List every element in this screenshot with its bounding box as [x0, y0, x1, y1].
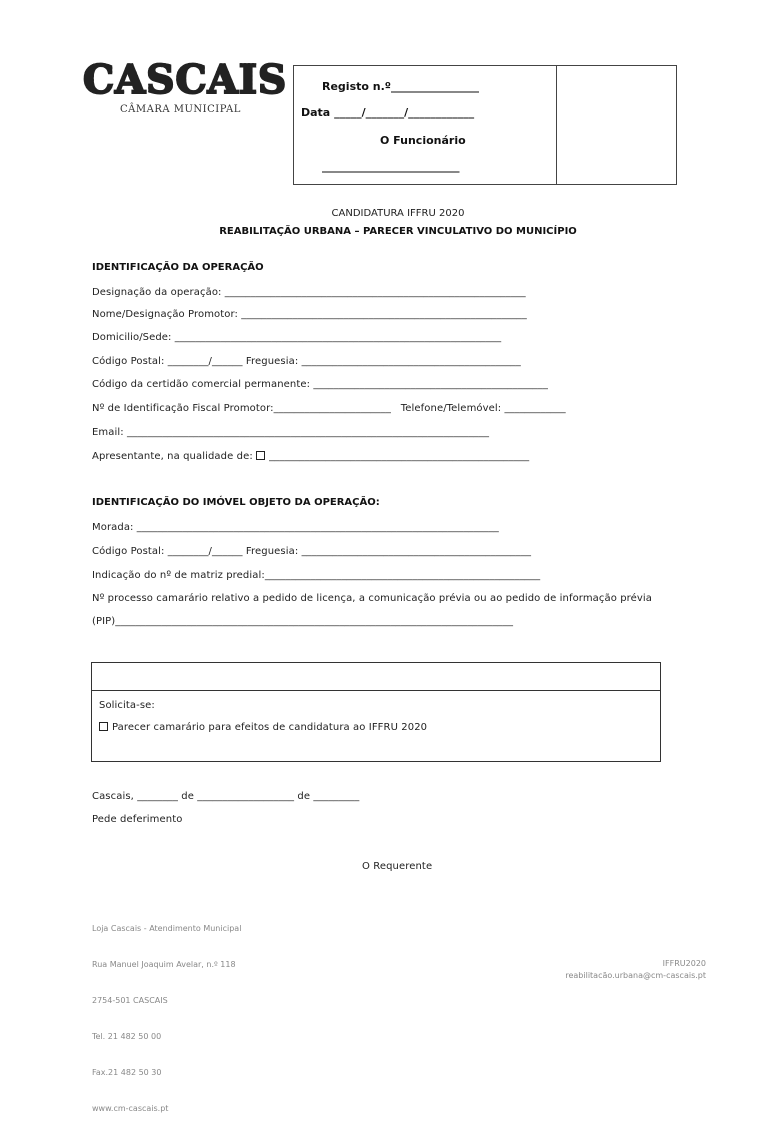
camara-municipal-label: CÂMARA MUNICIPAL — [120, 104, 241, 115]
nome-promotor-field: Nome/Designação Promotor: ________________________________________________________ — [92, 309, 527, 320]
solicita-box — [91, 662, 661, 762]
pede-deferimento: Pede deferimento — [92, 814, 183, 825]
footer-email: reabilitacão.urbana@cm-cascais.pt — [565, 971, 706, 980]
cascais-logo: CASCAIS — [83, 57, 288, 103]
morada-field: Morada: _______________________________________________________________________ — [92, 522, 499, 533]
reabilitacao-title: REABILITAÇÃO URBANA – PARECER VINCULATIVO DO MUNICÍPIO — [219, 226, 577, 237]
certidao-field: Código da certidão comercial permanente: ______________________________________________ — [92, 379, 548, 390]
registo-field: Registo n.º________________ — [322, 80, 479, 93]
footer-address-line: Loja Cascais - Atendimento Municipal — [92, 924, 242, 933]
candidatura-title: CANDIDATURA IFFRU 2020 — [331, 208, 465, 219]
apresentante-line: ___________________________________________________ — [269, 451, 530, 462]
operacao-heading: IDENTIFICAÇÃO DA OPERAÇÃO — [92, 262, 264, 273]
email-field: Email: _______________________________________________________________________ — [92, 427, 490, 438]
imovel-codigo-postal-field: Código Postal: ________/______ Freguesia: _____________________________________________ — [92, 546, 532, 557]
footer-address-line: Tel. 21 482 50 00 — [92, 1032, 162, 1041]
footer-address-line: Fax.21 482 50 30 — [92, 1068, 162, 1077]
solicita-option — [99, 722, 427, 733]
codigo-postal-field: Código Postal: ________/______ Freguesia: ___________________________________________ — [92, 356, 521, 367]
parecer-option-label: Parecer camarário para efeitos de candidatura ao IFFRU 2020 — [112, 722, 428, 733]
footer-address-line: www.cm-cascais.pt — [92, 1104, 169, 1113]
footer-address-line: Rua Manuel Joaquim Avelar, n.º 118 — [92, 960, 236, 969]
matriz-field: Indicação do nº de matriz predial:______________________________________________________ — [92, 570, 541, 581]
apresentante-label: Apresentante, na qualidade de: — [92, 451, 253, 462]
footer-address — [92, 899, 241, 1127]
funcionario-label: O Funcionário — [380, 134, 466, 147]
funcionario-signature-line: _________________________ — [322, 160, 460, 173]
apresentante-checkbox[interactable] — [256, 451, 265, 460]
solicita-label: Solicita-se: — [99, 700, 155, 711]
nif-telefone-field: Nº de Identificação Fiscal Promotor:_______________________ Telefone/Telemóvel: ____________ — [92, 403, 566, 414]
requerente-label: O Requerente — [362, 861, 433, 872]
footer-address-line: 2754-501 CASCAIS — [92, 996, 168, 1005]
registration-box-divider — [556, 65, 557, 185]
imovel-heading: IDENTIFICAÇÃO DO IMÓVEL OBJETO DA OPERAÇÃO: — [92, 497, 380, 508]
apresentante-field — [92, 451, 529, 462]
designacao-field: Designação da operação: ___________________________________________________________ — [92, 287, 526, 298]
parecer-checkbox[interactable] — [99, 722, 108, 731]
solicita-box-divider — [91, 690, 661, 691]
data-field: Data _____/_______/____________ — [301, 106, 475, 119]
footer-code: IFFRU2020 — [662, 959, 706, 968]
domicilio-field: Domicilio/Sede: ________________________________________________________________ — [92, 332, 502, 343]
cascais-date-field: Cascais, ________ de ___________________ de _________ — [92, 791, 360, 802]
processo-line-1: Nº processo camarário relativo a pedido de licença, a comunicação prévia ou ao pedido de informação prévia — [92, 593, 653, 604]
processo-line-2: (PIP)______________________________________________________________________________ — [92, 616, 514, 627]
